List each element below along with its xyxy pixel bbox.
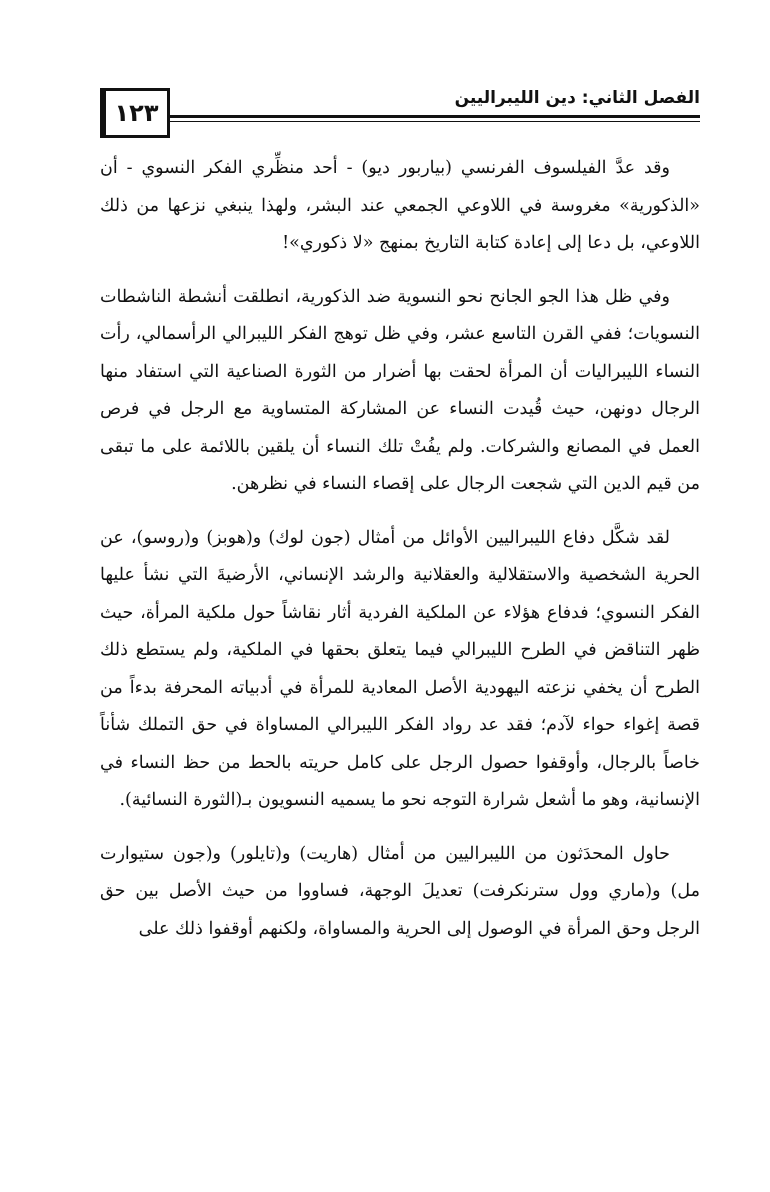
page-number-box: [100, 88, 170, 138]
chapter-title: الفصل الثاني: دين الليبراليين: [454, 88, 700, 108]
page-header: [100, 88, 700, 142]
header-rule-thin: [170, 121, 700, 122]
page-body: [100, 150, 700, 964]
paragraph-1: وقد عدَّ الفيلسوف الفرنسي (بياربور ديو) - أحد منظِّري الفكر النسوي - أن «الذكورية» مغروسة في اللاوعي الجمعي عند البشر، ولهذا ينبغي نزعها من ذلك اللاوعي، بل دعا إلى إعادة كتابة التاريخ بمنهج «لا ذكوري»!: [100, 158, 700, 253]
page-number: ١٢٣: [114, 99, 159, 127]
header-rule: [170, 115, 700, 118]
paragraph-4: حاول المحدَثون من الليبراليين من أمثال (هاريت) و(تايلور) و(جون ستيوارت مل) و(ماري وول سترنكرفت) تعديلَ الوجهة، فساووا من حيث الأصل بين حق الرجل وحق المرأة في الوصول إلى الحرية والمساواة، ولكنهم أوقفوا ذلك على: [100, 843, 700, 939]
paragraph-2: وفي ظل هذا الجو الجانح نحو النسوية ضد الذكورية، انطلقت أنشطة الناشطات النسويات؛ ففي القرن التاسع عشر، وفي ظل توهج الفكر الليبرالي الرأسمالي، رأت النساء الليبراليات أن المرأة لحقت بها أضرار من الثورة الصناعية التي استفاد منها الرجال دونهن، حيث قُيدت النساء عن المشاركة المتساوية مع الرجل في فرص العمل في المصانع والشركات. ولم يفُتْ تلك النساء أن يلقين باللائمة على ما تبقى من قيم الدين التي شجعت الرجال على إقصاء النساء في نظرهن.: [100, 286, 700, 494]
paragraph-3: لقد شكَّل دفاع الليبراليين الأوائل من أمثال (جون لوك) و(هوبز) و(روسو)، عن الحرية الشخصية والاستقلالية والعقلانية والرشد الإنساني، الأرضيةَ التي نشأ عليها الفكر النسوي؛ فدفاع هؤلاء عن الملكية الفردية أثار نقاشاً حول ملكية المرأة، حيث ظهر التناقض في الطرح الليبرالي فيما يتعلق بحقها في الملكية، ولم يستطع ذلك الطرح أن يخفي نزعته اليهودية الأصل المعادية للمرأة في أدبياته المحرفة بدءاً من قصة إغواء حواء لآدم؛ فقد عد رواد الفكر الليبرالي المساواة في حق التملك شأناً خاصاً بالرجال، وأوقفوا حصول الرجل على كامل حريته بالحط من حظ النساء في الإنسانية، وهو ما أشعل شرارة التوجه نحو ما يسميه النسويون بـ(الثورة النسائية).: [100, 527, 700, 810]
